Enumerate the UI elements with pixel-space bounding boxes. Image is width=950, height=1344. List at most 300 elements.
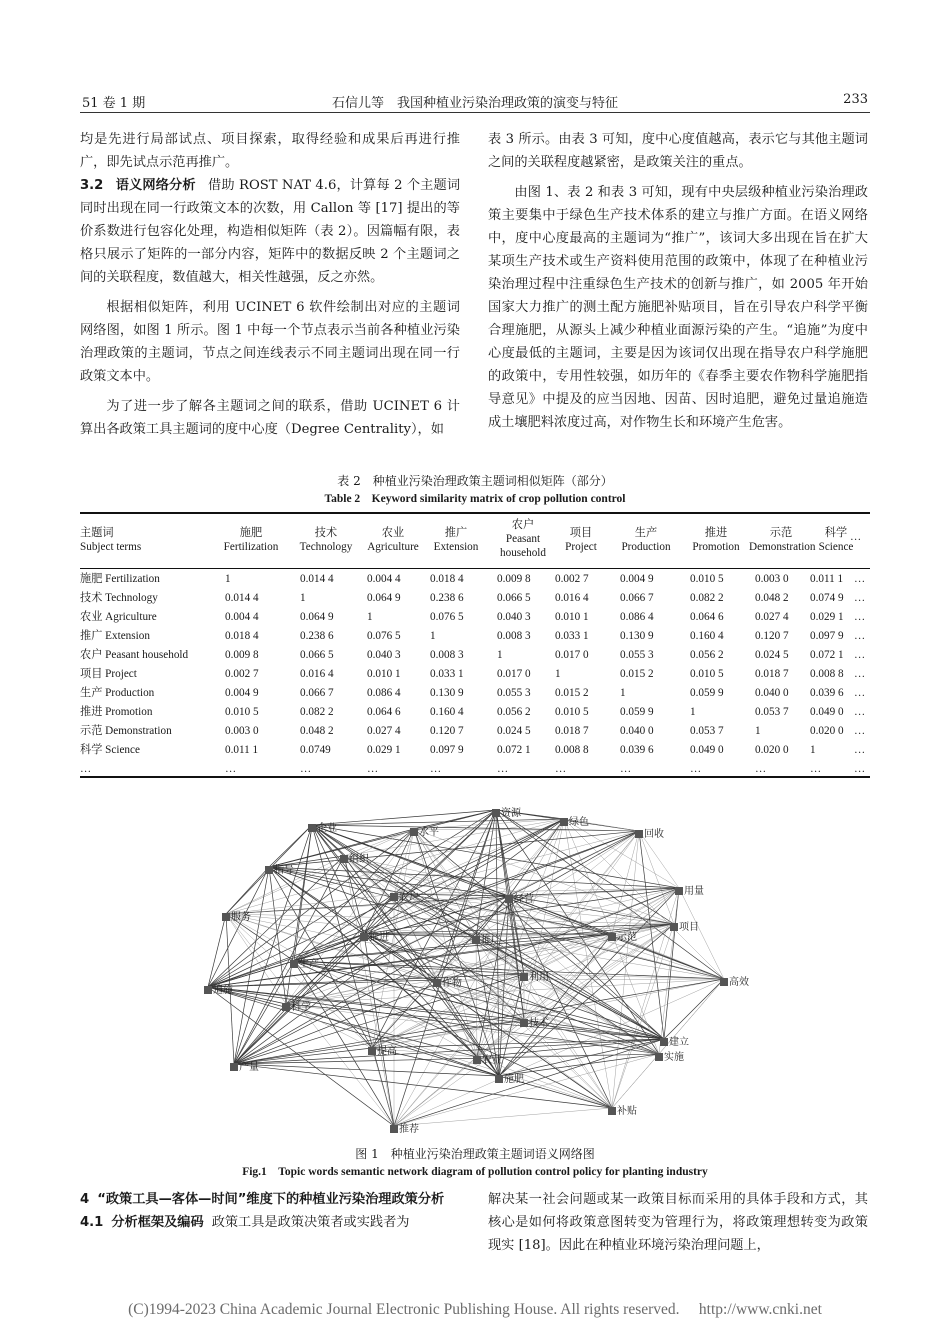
network-edge (226, 914, 394, 1126)
node-marker (290, 960, 298, 968)
table-cell: 0.056 2 (690, 649, 724, 661)
table-cell: 0.008 3 (497, 630, 531, 642)
network-node (635, 825, 664, 840)
row-label: 科学 Science (80, 744, 140, 756)
node-label: 科学 (291, 1002, 311, 1013)
table-cell: … (854, 744, 866, 756)
section-title: 分析框架及编码 (111, 1215, 204, 1230)
node-label: 项目 (679, 922, 699, 933)
node-marker (473, 1056, 481, 1064)
node-marker (495, 1075, 503, 1083)
node-label: 建立 (669, 1037, 689, 1048)
node-marker (340, 855, 348, 863)
network-edge (564, 819, 724, 979)
network-edge (269, 867, 372, 1048)
table-cell: 0.238 6 (430, 592, 464, 604)
table-cell: … (620, 763, 632, 775)
column-header: 科学 Science (818, 527, 854, 553)
page-number: 233 (843, 92, 868, 107)
node-marker (635, 830, 643, 838)
network-edge (269, 810, 496, 867)
network-node (390, 1120, 419, 1135)
table-cell: … (854, 706, 866, 718)
table-cell: 0.010 5 (555, 706, 589, 718)
node-label: 经营 (514, 894, 534, 905)
table-row (80, 608, 870, 627)
column-header: 农业 Agriculture (367, 527, 419, 553)
table-cell: 0.004 4 (367, 573, 401, 585)
network-node (340, 850, 369, 865)
network-node (290, 955, 319, 970)
node-label: 技术 (529, 1018, 549, 1029)
table-cell: 0.160 4 (690, 630, 724, 642)
column-header: 示范 Demonstration (749, 527, 816, 553)
table-cell: 0.064 9 (367, 592, 401, 604)
node-label: 资源 (501, 808, 521, 819)
section-4-1 (80, 1211, 460, 1234)
node-marker (410, 828, 418, 836)
table-cell: 1 (555, 668, 561, 680)
table-cell: 0.018 7 (555, 725, 589, 737)
table-cell: 0.048 2 (300, 725, 334, 737)
column-header: 项目 Project (565, 527, 597, 553)
table-corner-header: 主题词 Subject terms (80, 527, 142, 553)
network-node (505, 890, 534, 905)
node-label: 回收 (644, 829, 664, 840)
network-node (608, 1102, 637, 1117)
table-cell: … (854, 687, 866, 699)
paragraph: 为了进一步了解各主题词之间的联系，借助 UCINET 6 计算出各政策工具主题词的度中心度（Degree Centrality），如 (80, 399, 460, 437)
table-cell: 0.055 3 (497, 687, 531, 699)
node-marker (472, 936, 480, 944)
table-cell: 0.010 1 (555, 611, 589, 623)
table-cell: … (854, 611, 866, 623)
network-node (520, 968, 549, 983)
table-caption-en: Table 2 Keyword similarity matrix of crop pollution control (324, 493, 626, 505)
table-cell: … (225, 763, 237, 775)
table-cell: … (555, 763, 567, 775)
network-edges (190, 800, 760, 1140)
table-cell: 0.008 3 (430, 649, 464, 661)
node-label: 作物 (442, 978, 462, 989)
table-cell: 1 (300, 592, 306, 604)
table-cell: 0.0749 (300, 744, 331, 756)
network-node (222, 908, 251, 923)
row-label: 推进 Promotion (80, 706, 153, 718)
semantic-network-diagram (190, 800, 760, 1140)
table-cell: 0.120 7 (430, 725, 464, 737)
table-cell: 0.039 6 (810, 687, 844, 699)
table-row (80, 646, 870, 665)
node-label: 生产 (299, 959, 319, 970)
network-node (520, 1014, 549, 1029)
table-cell: 0.018 4 (430, 573, 464, 585)
table-cell: 0.066 7 (300, 687, 334, 699)
table-cell: 0.015 2 (555, 687, 589, 699)
network-node (230, 1058, 259, 1073)
table-cell: 0.029 1 (367, 744, 401, 756)
node-label: 产量 (239, 1062, 259, 1073)
table-cell: 0.064 6 (690, 611, 724, 623)
table-cell: 0.053 7 (690, 725, 724, 737)
node-label: 绿色 (569, 817, 589, 828)
table-cell: … (430, 763, 442, 775)
table-row (80, 703, 870, 722)
column-header: 推广 Extension (433, 527, 479, 553)
table-cell: 0.048 2 (755, 592, 789, 604)
node-marker (720, 978, 728, 986)
left-column (80, 128, 460, 441)
node-marker (433, 979, 441, 987)
network-edge (234, 1039, 664, 1064)
node-marker (670, 923, 678, 931)
table-cell: 0.027 4 (755, 611, 789, 623)
network-edge (269, 867, 286, 1004)
node-label: 推进 (369, 932, 389, 943)
node-label: 补贴 (617, 1106, 637, 1117)
table-cell: 0.049 0 (690, 744, 724, 756)
network-edge (612, 831, 639, 934)
table-cell: 0.020 0 (755, 744, 789, 756)
table-cell: 0.015 2 (620, 668, 654, 680)
copyright-footer: (C)1994-2023 China Academic Journal Electronic Publishing House. All rights reserved. http://www.cnki.net (128, 1301, 822, 1318)
table-cell: 0.004 4 (225, 611, 259, 623)
column-header: 推进 Promotion (692, 527, 740, 553)
paragraph: 解决某一社会问题或某一政策目标而采用的具体手段和方式，其核心是如何将政策意图转变为管理行为，将政策理想转变为政策现实 [18]。因此在种植业环境污染治理问题上， (488, 1192, 868, 1253)
table-cell: 0.014 4 (225, 592, 259, 604)
table-cell: … (854, 725, 866, 737)
section-3-2 (80, 174, 460, 289)
table-cell: 0.004 9 (225, 687, 259, 699)
node-label: 推广 (481, 935, 501, 946)
network-edge (226, 867, 269, 914)
node-marker (660, 1038, 668, 1046)
network-node (675, 882, 704, 897)
node-label: 提高 (377, 1046, 397, 1057)
table-cell: 1 (497, 649, 503, 661)
table-cell: 0.066 5 (300, 649, 334, 661)
network-node (720, 973, 749, 988)
bottom-left-column (80, 1188, 460, 1234)
node-marker (360, 933, 368, 941)
table-cell: 0.056 2 (497, 706, 531, 718)
row-label: 技术 Technology (80, 592, 158, 604)
node-marker (265, 866, 273, 874)
network-node (608, 928, 637, 943)
figure-caption-cn: 图 1 种植业污染治理政策主题词语义网络图 (355, 1147, 595, 1161)
table-cell: 0.160 4 (430, 706, 464, 718)
network-edge (234, 1004, 286, 1064)
table-cell: 0.010 5 (225, 706, 259, 718)
node-marker (308, 824, 316, 832)
paragraph: 根据相似矩阵，利用 UCINET 6 软件绘制出对应的主题词网络图，如图 1 所示。图 1 中每一个节点表示当前各种植业污染治理政策的主题词，节点之间连线表示不同主题词出现在同一行政策文本中。 (80, 300, 460, 384)
section-text: 政策工具是政策决策者或实践者为 (211, 1215, 410, 1230)
node-marker (655, 1053, 663, 1061)
table-cell: 0.017 0 (555, 649, 589, 661)
table-cell: 0.097 9 (430, 744, 464, 756)
network-edge (612, 831, 639, 1108)
network-edge (394, 1057, 477, 1126)
table-cell: 0.053 7 (755, 706, 789, 718)
network-edge (476, 924, 674, 937)
table-cell: 0.024 5 (755, 649, 789, 661)
table-cell: 0.010 1 (367, 668, 401, 680)
table-cell: 0.072 1 (497, 744, 531, 756)
section-number: 4.1 (80, 1215, 104, 1230)
table-cell: 0.009 8 (225, 649, 259, 661)
node-marker (368, 1047, 376, 1055)
table-cell: 0.076 5 (367, 630, 401, 642)
table-cell: 0.130 9 (430, 687, 464, 699)
table-cell: … (854, 649, 866, 661)
node-label: 企业 (317, 823, 337, 834)
table-cell: 1 (430, 630, 436, 642)
section-4-heading (80, 1188, 460, 1211)
network-node (265, 861, 294, 876)
table-cell: 0.049 0 (810, 706, 844, 718)
table-cell: 1 (367, 611, 373, 623)
node-label: 施肥 (504, 1074, 524, 1085)
table-cell: 0.016 4 (555, 592, 589, 604)
node-label: 组织 (349, 854, 369, 865)
table-cell: 1 (810, 744, 816, 756)
bottom-right-column (488, 1188, 868, 1257)
node-marker (282, 1003, 290, 1011)
network-edge (372, 1048, 394, 1126)
table-row (80, 665, 870, 684)
node-label: 推荐 (399, 1124, 419, 1135)
column-header: 技术 Technology (299, 527, 353, 553)
network-edge (208, 867, 269, 987)
node-label: 水平 (419, 827, 439, 838)
row-label: 生产 Production (80, 687, 155, 699)
table-cell: 1 (225, 573, 231, 585)
node-marker (608, 933, 616, 941)
table-cell: 0.033 1 (430, 668, 464, 680)
network-edge (234, 1064, 612, 1108)
network-node (472, 931, 501, 946)
node-marker (492, 809, 500, 817)
table-cell: 0.011 1 (225, 744, 259, 756)
network-edge (364, 934, 612, 1108)
node-marker (520, 1019, 528, 1027)
table-cell: 0.072 1 (810, 649, 844, 661)
table-cell: 0.076 5 (430, 611, 464, 623)
node-marker (560, 818, 568, 826)
section-number: 3.2 (80, 178, 104, 193)
node-marker (608, 1107, 616, 1115)
column-header: 生产 Production (621, 527, 671, 553)
network-node (308, 819, 337, 834)
network-edge (234, 1064, 499, 1076)
node-label: 用量 (684, 886, 704, 897)
running-header (80, 92, 870, 113)
node-label: 示范 (617, 932, 637, 943)
table-cell: 0.040 3 (497, 611, 531, 623)
node-label: 实施 (664, 1052, 684, 1063)
table-cell: 1 (690, 706, 696, 718)
table-header-rule (80, 568, 870, 569)
node-marker (390, 1125, 398, 1133)
table-cell: 0.086 4 (367, 687, 401, 699)
table-cell: 0.066 7 (620, 592, 654, 604)
table-cell: 0.059 9 (620, 706, 654, 718)
table-cell: … (854, 573, 866, 585)
table-cell: … (367, 763, 379, 775)
table-cell: 0.020 0 (810, 725, 844, 737)
network-edge (499, 924, 674, 1076)
table-cell: 0.016 4 (300, 668, 334, 680)
row-label: 推广 Extension (80, 630, 150, 642)
table-cell: … (497, 763, 509, 775)
node-marker (675, 887, 683, 895)
node-label: 追施 (213, 985, 233, 996)
node-label: 农业 (482, 1055, 502, 1066)
table-cell: 0.064 9 (300, 611, 334, 623)
paragraph: 表 3 所示。由表 3 可知，度中心度值越高，表示它与其他主题词之间的关联程度越紧密，是政策关注的重点。 (488, 132, 868, 170)
table-cell: 0.024 5 (497, 725, 531, 737)
table-cell: 0.130 9 (620, 630, 654, 642)
network-edge (639, 831, 664, 1039)
table-cell: 0.003 0 (225, 725, 259, 737)
table-cell: 0.002 7 (555, 573, 589, 585)
table-cell: 0.064 6 (367, 706, 401, 718)
table-cell: 0.014 4 (300, 573, 334, 585)
section-number: 4 (80, 1192, 90, 1207)
table-cell: 0.008 8 (555, 744, 589, 756)
column-header: 施肥 Fertilization (223, 527, 279, 553)
network-edge (208, 914, 226, 987)
node-label: 指导 (274, 865, 294, 876)
section-title: 语义网络分析 (115, 178, 196, 193)
table-row (80, 589, 870, 608)
table-header-ellipsis: … (850, 531, 862, 543)
network-edge (208, 934, 612, 987)
table-cell: 0.029 1 (810, 611, 844, 623)
table-cell: 0.082 2 (300, 706, 334, 718)
node-marker (520, 973, 528, 981)
table-cell: … (854, 668, 866, 680)
table-cell: 0.018 7 (755, 668, 789, 680)
network-edge (414, 829, 499, 1076)
network-edge (344, 856, 612, 1108)
table-cell: 0.004 9 (620, 573, 654, 585)
table-cell: … (854, 763, 866, 775)
node-marker (222, 913, 230, 921)
node-marker (505, 895, 513, 903)
table-cell: 0.040 0 (755, 687, 789, 699)
table-row (80, 741, 870, 760)
node-marker (230, 1063, 238, 1071)
table-row (80, 570, 870, 589)
table-row (80, 684, 870, 703)
column-header: 农户 Peasant household (500, 519, 546, 559)
node-label: 农户 (399, 892, 419, 903)
network-node (282, 998, 311, 1013)
table-cell: 0.011 1 (810, 573, 844, 585)
journal-volume: 51 卷 1 期 (82, 96, 146, 111)
table-cell: 0.066 5 (497, 592, 531, 604)
node-label: 服务 (231, 912, 251, 923)
table-row (80, 722, 870, 741)
table-cell: 0.017 0 (497, 668, 531, 680)
network-node (560, 813, 589, 828)
table-cell: 0.010 5 (690, 668, 724, 680)
table-cell: … (755, 763, 767, 775)
network-node (473, 1051, 502, 1066)
table-cell: 0.082 2 (690, 592, 724, 604)
network-edge (286, 1004, 659, 1054)
table-cell: … (300, 763, 312, 775)
row-label: 项目 Project (80, 668, 137, 680)
table-cell: 0.040 3 (367, 649, 401, 661)
section-title: “政策工具—客体—时间”维度下的种植业污染治理政策分析 (97, 1192, 445, 1207)
node-marker (204, 986, 212, 994)
table-cell: 0.055 3 (620, 649, 654, 661)
network-node (670, 918, 699, 933)
table-cell: 0.008 8 (810, 668, 844, 680)
network-edge (226, 896, 509, 914)
table-row (80, 627, 870, 646)
table-cell: … (854, 592, 866, 604)
network-node (495, 1070, 524, 1085)
network-node (655, 1048, 684, 1063)
table-cell: 0.010 5 (690, 573, 724, 585)
network-node (368, 1042, 397, 1057)
table-cell: … (690, 763, 702, 775)
section-text: 借助 ROST NAT 4.6，计算每 2 个主题词同时出现在同一行政策文本的次数，用 Callon 等 [17] 提出的等价系数进行包容化处理，构造相似矩阵（表 2）。因篇幅有限，表格只展示了矩阵的一部分内容，矩阵中的数据反映 2 个主题词之间的关联程度，数值越大，相关性越强，反之亦然。 (80, 178, 461, 285)
network-edge (679, 888, 724, 979)
node-label: 利用 (529, 972, 549, 983)
row-label: … (80, 763, 92, 775)
table-cell: 0.238 6 (300, 630, 334, 642)
running-title: 石信儿等 我国种植业污染治理政策的演变与特征 (331, 96, 618, 111)
network-node (410, 823, 439, 838)
network-edge (564, 819, 612, 1108)
table-cell: 0.003 0 (755, 573, 789, 585)
node-marker (390, 893, 398, 901)
network-node (360, 928, 389, 943)
network-node (660, 1033, 689, 1048)
table-cell: 0.120 7 (755, 630, 789, 642)
table-cell: 0.033 1 (555, 630, 589, 642)
table-cell: 0.039 6 (620, 744, 654, 756)
table-cell: 1 (755, 725, 761, 737)
row-label: 农户 Peasant household (80, 649, 189, 661)
table-cell: 0.074 9 (810, 592, 844, 604)
table-cell: 0.040 0 (620, 725, 654, 737)
row-label: 农业 Agriculture (80, 611, 157, 623)
table-cell: 0.086 4 (620, 611, 654, 623)
row-label: 施肥 Fertilization (80, 573, 160, 585)
right-column (488, 128, 868, 434)
network-node (390, 888, 419, 903)
paragraph: 由图 1、表 2 和表 3 可知，现有中央层级种植业污染治理政策主要集中于绿色生产技术体系的建立与推广方面。在语义网络中，度中心度最高的主题词为“推广”，该词大多出现在旨在扩大某项生产技术或生产资料使用范围的政策中，体现了在种植业污染治理过程中注重绿色生产技术的创新与推广，如 2005 年开始国家大力推广的测土配方施肥补贴项目，旨在引导农户科学平衡合理施肥，从源头上减少种植业面源污染的产生。“追施”为度中心度最低的主题词，主要是因为该词仅出现在指导农户科学施肥的政策中，专用性较强，如历年的《春季主要农作物科学施肥指导意见》中提及的应当因地、因苗、因时追肥，避免过量追施造成土壤肥料浓度过高，对作物生长和环境产生危害。 (488, 185, 868, 430)
table-cell: 1 (620, 687, 626, 699)
table-cell: … (810, 763, 822, 775)
network-edge (612, 1054, 659, 1108)
row-label: 示范 Demonstration (80, 725, 172, 737)
table-cell: 0.059 9 (690, 687, 724, 699)
network-node (204, 981, 233, 996)
table-cell: 0.018 4 (225, 630, 259, 642)
table-cell: 0.097 9 (810, 630, 844, 642)
node-label: 高效 (729, 977, 749, 988)
paragraph: 均是先进行局部试点、项目探索，取得经验和成果后再进行推广，即先试点示范再推广。 (80, 132, 460, 170)
figure-caption-en: Fig.1 Topic words semantic network diagram of pollution control policy for planting industry (242, 1166, 708, 1178)
network-node (433, 974, 462, 989)
table-cell: 0.009 8 (497, 573, 531, 585)
